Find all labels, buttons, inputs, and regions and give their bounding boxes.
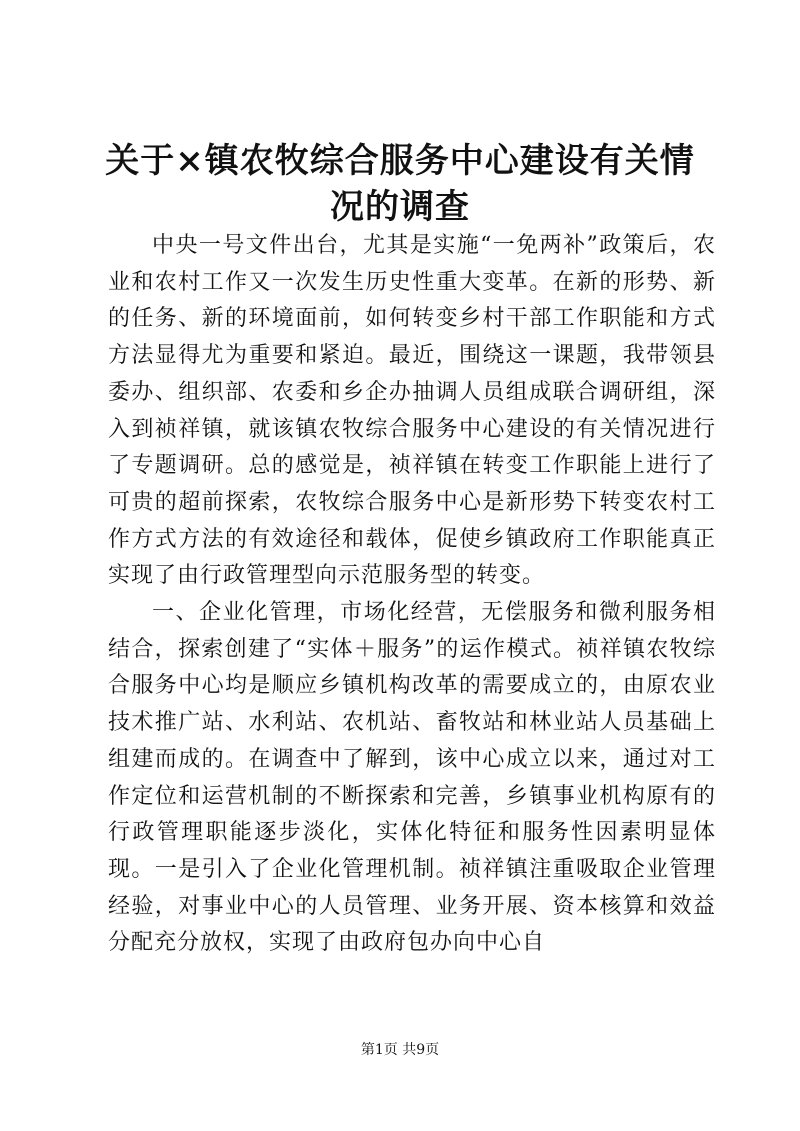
document-body <box>108 228 716 962</box>
page-number-label: 第1页 共9页 <box>360 1042 440 1058</box>
paragraph-intro: 中央一号文件出台，尤其是实施“一免两补”政策后，农业和农村工作又一次发生历史性重大变革。在新的形势、新的任务、新的环境面前，如何转变乡村干部工作职能和方式方法显得尤为重要和紧迫。最近，围绕这一课题，我带领县委办、组织部、农委和乡企办抽调人员组成联合调研组，深入到祯祥镇，就该镇农牧综合服务中心建设的有关情况进行了专题调研。总的感觉是，祯祥镇在转变工作职能上进行了可贵的超前探索，农牧综合服务中心是新形势下转变农村工作方式方法的有效途径和载体，促使乡镇政府工作职能真正实现了由行政管理型向示范服务型的转变。 <box>108 233 716 589</box>
document-title: 关于×镇农牧综合服务中心建设有关情况的调查 <box>105 141 695 227</box>
page-footer <box>0 1040 800 1060</box>
paragraph-section-one: 一、企业化管理，市场化经营，无偿服务和微利服务相结合，探索创建了“实体＋服务”的运作模式。祯祥镇农牧综合服务中心均是顺应乡镇机构改革的需要成立的，由原农业技术推广站、水利站、农机站、畜牧站和林业站人员基础上组建而成的。在调查中了解到，该中心成立以来，通过对工作定位和运营机制的不断探索和完善，乡镇事业机构原有的行政管理职能逐步淡化，实体化特征和服务性因素明显体现。一是引入了企业化管理机制。祯祥镇注重吸取企业管理经验，对事业中心的人员管理、业务开展、资本核算和效益分配充分放权，实现了由政府包办向中心自 <box>108 600 716 956</box>
